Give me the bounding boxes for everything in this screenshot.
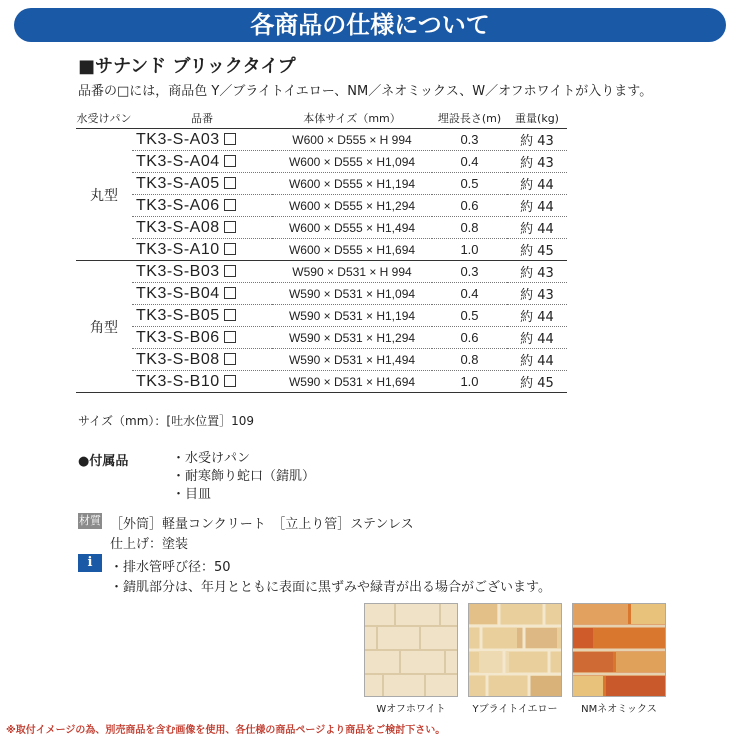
model-number: TK3-S-B03 [136,262,220,280]
accessories-heading: ●付属品 [78,454,129,469]
section-title: ■サナンド ブリックタイプ [78,56,296,77]
header-weight: 重量(kg) [507,108,567,129]
weight: 約 44 [507,349,567,371]
weight: 約 45 [507,239,567,261]
weight: 約 43 [507,151,567,173]
weight: 約 43 [507,261,567,283]
header-pan: 水受けパン [76,108,132,129]
accessories-list [172,450,315,504]
info-icon: i [78,554,102,572]
color-code-box [224,155,236,167]
model-number: TK3-S-A10 [136,240,220,258]
swatch-label-brightyellow: Yブライトイエロー [472,704,558,715]
burial-depth: 1.0 [432,239,507,261]
color-code-box [224,221,236,233]
body-size: W600 × D555 × H1,294 [272,195,432,217]
burial-depth: 0.4 [432,151,507,173]
body-size: W600 × D555 × H1,194 [272,173,432,195]
body-size: W590 × D531 × H 994 [272,261,432,283]
body-size: W590 × D531 × H1,194 [272,305,432,327]
finish-text: 仕上げ：塗装 [110,537,189,552]
table-row [76,173,567,195]
body-size: W600 × D555 × H1,094 [272,151,432,173]
swatch-brightyellow [468,603,562,697]
material-text: ［外筒］軽量コンクリート ［立上り管］ステンレス [110,517,414,532]
model-number: TK3-S-A08 [136,218,220,236]
header-size: 本体サイズ（mm） [272,108,432,129]
model-number: TK3-S-B10 [136,372,220,390]
table-header-row [76,108,567,129]
color-code-box [224,375,236,387]
header-depth: 埋設長さ(m) [432,108,507,129]
weight: 約 43 [507,283,567,305]
table-row [76,195,567,217]
color-code-box [224,199,236,211]
brick-texture-brightyellow [469,604,561,696]
table-row [76,283,567,305]
swatch-offwhite [364,603,458,697]
table-row [76,305,567,327]
color-code-box [224,133,236,145]
color-code-box [224,331,236,343]
table-body-square [76,261,567,393]
color-code-box [224,309,236,321]
material-tag: 材質 [79,514,101,527]
burial-depth: 0.8 [432,349,507,371]
accessory-item: ・耐寒飾り蛇口（錆肌） [172,469,316,484]
burial-depth: 1.0 [432,371,507,393]
info-line: ・錆肌部分は、年月とともに表面に黒ずみや緑青が出る場合がございます。 [110,580,551,595]
swatch-neomix [572,603,666,697]
model-number: TK3-S-B08 [136,350,220,368]
table-row [76,217,567,239]
table-row [76,349,567,371]
size-note: サイズ（mm）：[吐水位置］109 [78,414,255,428]
brick-texture-offwhite [365,604,457,696]
body-size: W590 × D531 × H1,694 [272,371,432,393]
model-number: TK3-S-A03 [136,130,220,148]
weight: 約 44 [507,173,567,195]
table-row [76,129,567,151]
model-number: TK3-S-A05 [136,174,220,192]
spec-table [76,108,567,393]
weight: 約 43 [507,129,567,151]
swatch-label-neomix: NMネオミックス [581,704,657,715]
burial-depth: 0.8 [432,217,507,239]
model-number: TK3-S-A04 [136,152,220,170]
body-size: W590 × D531 × H1,094 [272,283,432,305]
color-note: 品番の□には，商品色 Y／ブライトイエロー、NM／ネオミックス、W／オフホワイトが入ります。 [78,84,653,99]
color-code-box [224,265,236,277]
accessory-item: ・目皿 [172,487,212,502]
burial-depth: 0.5 [432,173,507,195]
model-number: TK3-S-B05 [136,306,220,324]
body-size: W590 × D531 × H1,494 [272,349,432,371]
burial-depth: 0.3 [432,129,507,151]
burial-depth: 0.3 [432,261,507,283]
model-number: TK3-S-B04 [136,284,220,302]
color-code-box [224,353,236,365]
table-row [76,151,567,173]
weight: 約 44 [507,327,567,349]
table-row [76,371,567,393]
weight: 約 44 [507,217,567,239]
table-row [76,239,567,261]
body-size: W590 × D531 × H1,294 [272,327,432,349]
color-code-box [224,287,236,299]
body-size: W600 × D555 × H 994 [272,129,432,151]
color-code-box [224,243,236,255]
footer-note: ※取付イメージの為、別売商品を含む画像を使用、各仕様の商品ページより商品をご検討下さい。 [6,725,446,736]
header-model: 品番 [132,108,272,129]
table-body-round [76,129,567,261]
model-number: TK3-S-A06 [136,196,220,214]
burial-depth: 0.4 [432,283,507,305]
weight: 約 44 [507,195,567,217]
brick-texture-neomix [573,604,665,696]
table-row [76,327,567,349]
shape-label-round: 丸型 [76,129,132,261]
page-banner: 各商品の仕様について [14,8,726,42]
burial-depth: 0.6 [432,327,507,349]
body-size: W600 × D555 × H1,494 [272,217,432,239]
info-line: ・排水管呼び径：50 [110,560,231,575]
accessory-item: ・水受けパン [172,451,251,466]
burial-depth: 0.5 [432,305,507,327]
burial-depth: 0.6 [432,195,507,217]
color-code-box [224,177,236,189]
weight: 約 44 [507,305,567,327]
table-row [76,261,567,283]
weight: 約 45 [507,371,567,393]
shape-label-square: 角型 [76,261,132,393]
swatch-label-offwhite: Wオフホワイト [376,704,446,715]
body-size: W600 × D555 × H1,694 [272,239,432,261]
model-number: TK3-S-B06 [136,328,220,346]
